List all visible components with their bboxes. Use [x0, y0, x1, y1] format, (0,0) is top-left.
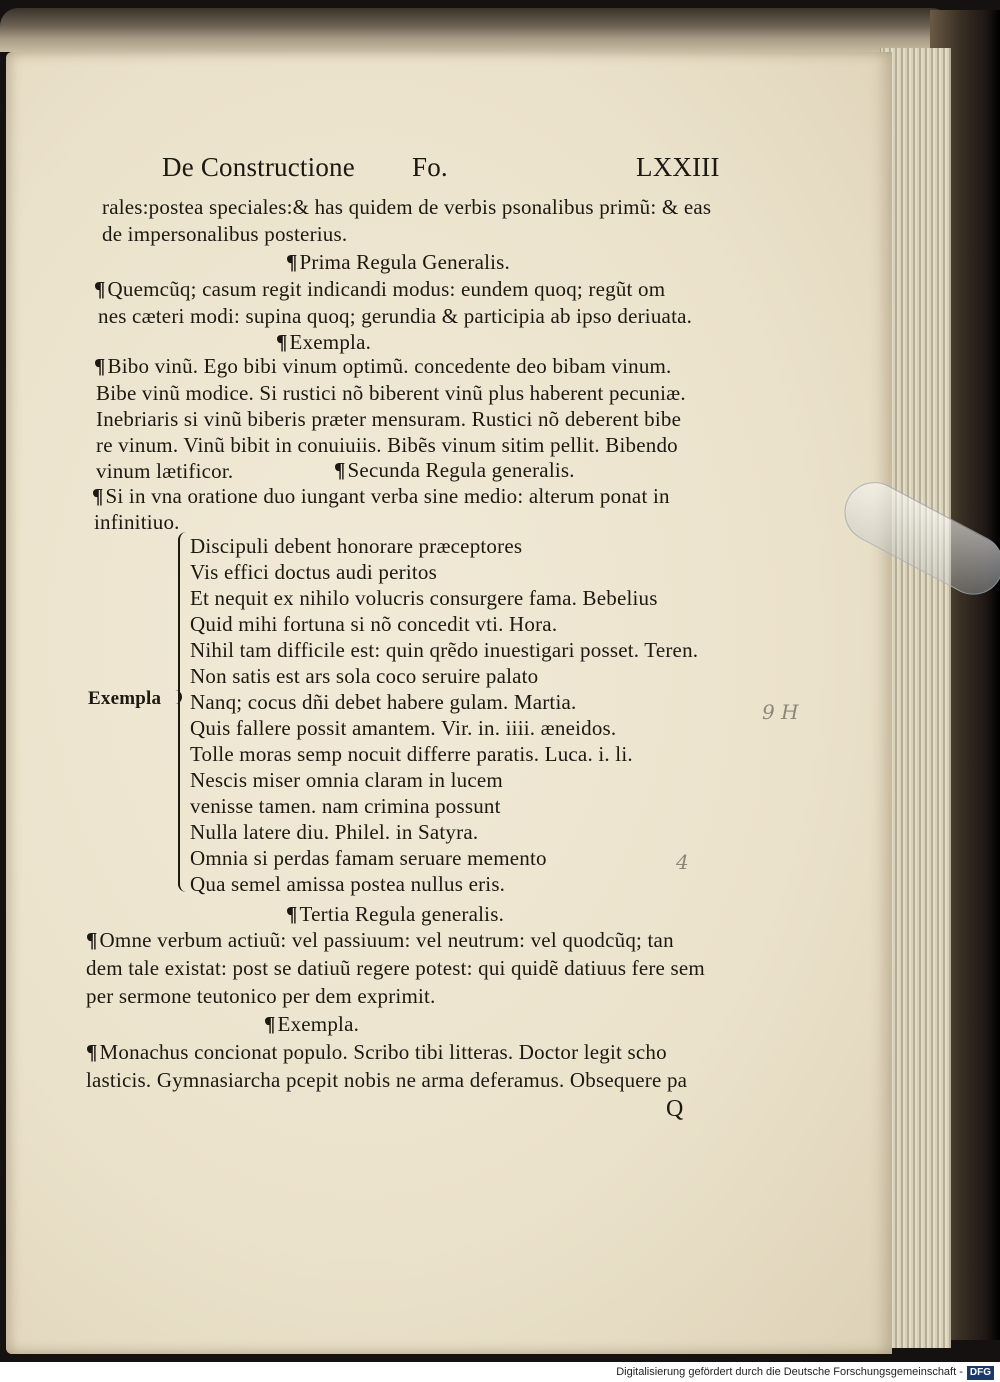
- text-line: Inebriaris si vinũ biberis præter mensuram. Rustici nõ deberent bibe: [96, 407, 682, 431]
- pilcrow-icon: ¶: [94, 277, 106, 301]
- pilcrow-icon: ¶: [264, 1012, 276, 1036]
- example-line: venisse tamen. nam crimina possunt: [190, 794, 501, 818]
- book-top-edge: [0, 8, 950, 52]
- example-line: Nulla latere diu. Philel. in Satyra.: [190, 820, 479, 844]
- pilcrow-icon: ¶: [92, 484, 104, 508]
- text-line: [92, 484, 670, 509]
- text-line: per sermone teutonico per dem exprimit.: [86, 984, 436, 1008]
- heading-text: Secunda Regula generalis.: [347, 458, 575, 482]
- text-line: re vinum. Vinũ bibit in conuiuiis. Bibẽs vinum sitim pellit. Bibendo: [96, 433, 678, 457]
- digitization-footer: [0, 1362, 1000, 1382]
- heading-text: Prima Regula Generalis.: [299, 250, 511, 274]
- pilcrow-icon: ¶: [334, 458, 346, 482]
- pencil-marginalia: 4: [676, 850, 689, 874]
- example-line: Quid mihi fortuna si nõ concedit vti. Hora.: [190, 612, 558, 636]
- example-line: Nihil tam difficile est: quin qrẽdo inuestigari posset. Teren.: [190, 638, 699, 662]
- heading-text: Tertia Regula generalis.: [299, 902, 505, 926]
- brace-label: Exempla: [88, 688, 162, 709]
- example-line: Discipuli debent honorare præceptores: [190, 534, 523, 558]
- text-line: Bibe vinũ modice. Si rustici nõ biberent vinũ plus haberent pecuniæ.: [96, 381, 686, 405]
- section-heading: [286, 250, 510, 275]
- line-text: Bibo vinũ. Ego bibi vinum optimũ. concedente deo bibam vinum.: [107, 354, 672, 378]
- header-folio-label: Fo.: [412, 152, 448, 182]
- pilcrow-icon: ¶: [86, 928, 98, 952]
- pilcrow-icon: ¶: [286, 902, 298, 926]
- text-line: lasticis. Gymnasiarcha pcepit nobis ne arma deferamus. Obsequere pa: [86, 1068, 688, 1092]
- line-text: Omne verbum actiuũ: vel passiuum: vel neutrum: vel quodcũq; tan: [99, 928, 674, 952]
- text-line: rales:postea speciales:& has quidem de verbis psonalibus primũ: & eas: [102, 195, 712, 219]
- example-line: Tolle moras semp nocuit differre paratis. Luca. i. li.: [190, 742, 633, 766]
- dfg-logo: DFG: [967, 1366, 994, 1380]
- heading-text: Exempla.: [277, 1012, 360, 1036]
- pilcrow-icon: ¶: [286, 250, 298, 274]
- section-heading: [276, 330, 371, 355]
- text-line: [86, 1040, 667, 1065]
- example-line: Omnia si perdas famam seruare memento: [190, 846, 547, 870]
- example-line: Qua semel amissa postea nullus eris.: [190, 872, 506, 896]
- text-line: de impersonalibus posterius.: [102, 222, 348, 246]
- pilcrow-icon: ¶: [94, 354, 106, 378]
- text-line: infinitiuo.: [94, 510, 180, 534]
- footer-text: Digitalisierung gefördert durch die Deutsche Forschungsgemeinschaft -: [616, 1366, 963, 1378]
- text-line: [86, 928, 674, 953]
- section-heading: [264, 1012, 359, 1037]
- section-heading: [334, 458, 575, 483]
- pilcrow-icon: ¶: [276, 330, 288, 354]
- example-line: Vis effici doctus audi peritos: [190, 560, 437, 584]
- example-line: Nescis miser omnia claram in lucem: [190, 768, 503, 792]
- example-line: Non satis est ars sola coco seruire palato: [190, 664, 539, 688]
- line-text: Quemcũq; casum regit indicandi modus: eundem quoq; regũt om: [107, 277, 666, 301]
- line-text: Monachus concionat populo. Scribo tibi litteras. Doctor legit scho: [99, 1040, 667, 1064]
- example-line: Nanq; cocus dñi debet habere gulam. Martia.: [190, 690, 577, 714]
- section-heading: [286, 902, 504, 927]
- pilcrow-icon: ¶: [86, 1040, 98, 1064]
- heading-text: Exempla.: [289, 330, 372, 354]
- text-line: vinum lætificor.: [96, 459, 234, 483]
- pencil-marginalia: 9 H: [762, 700, 799, 724]
- example-line: Quis fallere possit amantem. Vir. in. iiii. æneidos.: [190, 716, 617, 740]
- text-line: nes cæteri modi: supina quoq; gerundia & participia ab ipso deriuata.: [98, 304, 693, 328]
- text-line: [94, 277, 665, 302]
- text-line: [94, 354, 672, 379]
- header-folio-number: LXXIII: [636, 152, 720, 182]
- line-text: Si in vna oratione duo iungant verba sine medio: alterum ponat in: [105, 484, 670, 508]
- catchword: Q: [666, 1096, 684, 1122]
- header-title: De Constructione: [162, 152, 355, 182]
- example-line: Et nequit ex nihilo volucris consurgere fama. Bebelius: [190, 586, 658, 610]
- text-line: dem tale existat: post se datiuũ regere potest: qui quidẽ datiuus fere sem: [86, 956, 705, 980]
